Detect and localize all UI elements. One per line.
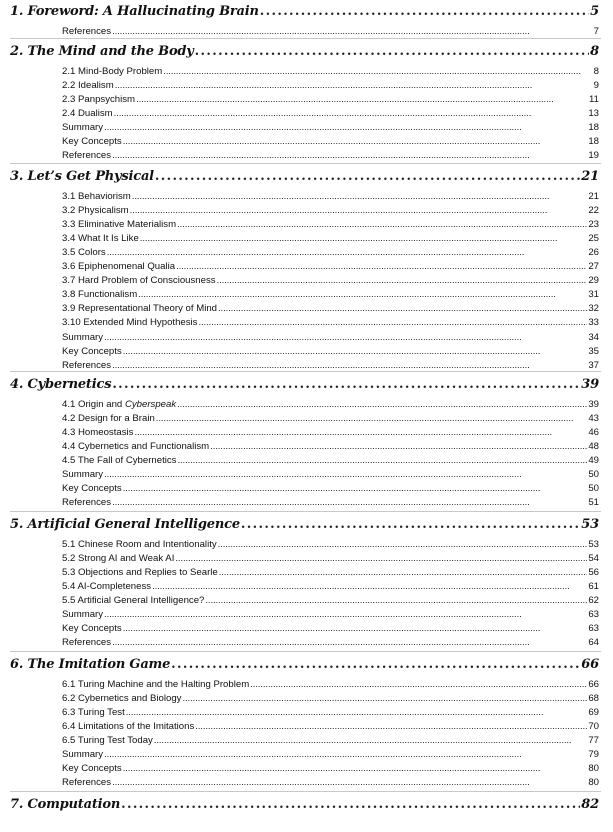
dot-leader (123, 136, 588, 147)
section-page-number: 18 (588, 136, 599, 148)
dot-leader (104, 332, 587, 343)
section-entry[interactable] (62, 303, 599, 317)
dot-leader (218, 539, 588, 550)
section-title: 6.2 Cybernetics and Biology (62, 693, 182, 705)
dot-leader (140, 233, 588, 244)
dot-leader (219, 567, 588, 578)
chapter-page-number: 8 (590, 44, 599, 59)
chapter-title: 6. The Imitation Game (10, 657, 171, 672)
dot-leader (112, 26, 593, 37)
chapter-title: 3. Let’s Get Physical (10, 169, 154, 184)
section-title: 5.4 AI-Completeness (62, 581, 152, 593)
dot-leader (112, 150, 587, 161)
chapter-entry[interactable] (10, 797, 599, 819)
section-page-number: 32 (588, 303, 599, 315)
section-title: 2.1 Mind-Body Problem (62, 66, 163, 77)
dot-leader (138, 289, 587, 300)
dot-leader (104, 469, 587, 480)
section-page-number: 49 (588, 455, 599, 467)
section-title: 2.4 Dualism (62, 108, 113, 120)
section-entry[interactable] (62, 455, 599, 469)
chapter-entry[interactable] (10, 657, 599, 679)
section-entry[interactable] (62, 219, 599, 233)
section-entry[interactable] (62, 317, 599, 331)
section-title: 4.3 Homeostasis (62, 427, 134, 439)
section-title: 3.10 Extended Mind Hypothesis (62, 317, 198, 329)
section-page-number: 70 (588, 721, 599, 733)
section-entry[interactable] (62, 777, 599, 791)
section-page-number: 63 (588, 623, 599, 635)
dot-leader (177, 455, 587, 466)
dot-leader (112, 377, 580, 392)
section-title: Key Concepts (62, 345, 122, 357)
chapter-entry[interactable] (10, 4, 599, 26)
chapter-entry[interactable] (10, 44, 599, 66)
section-entry[interactable] (62, 332, 599, 346)
section-entry[interactable] (62, 693, 599, 707)
section-entry[interactable] (62, 233, 599, 247)
section-entry[interactable] (62, 413, 599, 427)
dot-leader (123, 763, 588, 774)
dot-leader (152, 581, 587, 592)
section-entry[interactable] (62, 191, 599, 205)
section-entry[interactable] (62, 289, 599, 303)
section-title: 4.2 Design for a Brain (62, 413, 155, 425)
section-page-number: 66 (588, 679, 599, 690)
section-title: 3.4 What It Is Like (62, 233, 139, 245)
dot-leader (195, 44, 589, 59)
section-entry[interactable] (62, 94, 599, 108)
dot-leader (176, 261, 587, 272)
chapter-page-number: 21 (581, 169, 599, 184)
section-entry[interactable] (62, 707, 599, 721)
section-page-number: 19 (588, 150, 599, 162)
dot-leader (112, 497, 587, 508)
dot-leader (123, 483, 588, 494)
chapter-title: 5. Artificial General Intelligence (10, 517, 240, 532)
section-entry[interactable] (62, 108, 599, 122)
dot-leader (217, 275, 588, 286)
section-page-number: 80 (588, 763, 599, 775)
section-page-number: 63 (588, 609, 599, 621)
chapter-entry[interactable] (10, 377, 599, 399)
section-page-number: 29 (588, 275, 599, 287)
section-page-number: 21 (588, 191, 599, 202)
dot-leader (241, 517, 580, 532)
dot-leader (115, 80, 593, 91)
chapter-divider (10, 511, 601, 512)
section-page-number: 79 (588, 749, 599, 761)
section-entry[interactable] (62, 595, 599, 609)
section-title: 4.1 Origin and Cyberspeak (62, 399, 177, 410)
dot-leader (210, 441, 587, 452)
section-entry[interactable] (62, 80, 599, 94)
section-page-number: 54 (588, 553, 599, 565)
dot-leader (104, 749, 587, 760)
section-entry[interactable] (62, 205, 599, 219)
section-title: 5.2 Strong AI and Weak AI (62, 553, 175, 565)
dot-leader (114, 108, 588, 119)
section-entry[interactable] (62, 623, 599, 637)
chapter-page-number: 5 (590, 4, 599, 19)
section-page-number: 8 (593, 66, 599, 77)
section-entry[interactable] (62, 539, 599, 553)
chapter-page-number: 82 (581, 797, 599, 812)
section-title: 3.8 Functionalism (62, 289, 138, 301)
section-title: 6.1 Turing Machine and the Halting Problem (62, 679, 250, 690)
section-entry[interactable] (62, 749, 599, 763)
section-title: References (62, 150, 112, 162)
dot-leader (132, 191, 588, 202)
section-entry[interactable] (62, 721, 599, 735)
section-page-number: 68 (588, 693, 599, 705)
dot-leader (104, 122, 587, 133)
section-title: 6.5 Turing Test Today (62, 735, 153, 747)
chapter-divider (10, 791, 601, 792)
section-entry[interactable] (62, 275, 599, 289)
dot-leader (130, 205, 588, 216)
chapter-divider (10, 651, 601, 652)
section-page-number: 25 (588, 233, 599, 245)
section-title-emphasis: Cyberspeak (124, 399, 177, 410)
section-entry[interactable] (62, 581, 599, 595)
section-page-number: 64 (588, 637, 599, 649)
dot-leader (156, 413, 588, 424)
section-page-number: 11 (589, 94, 599, 106)
chapter-title: 2. The Mind and the Body (10, 44, 194, 59)
section-title: Key Concepts (62, 483, 122, 495)
section-title: 4.5 The Fall of Cybernetics (62, 455, 177, 467)
section-entry[interactable] (62, 469, 599, 483)
section-entry[interactable] (62, 122, 599, 136)
section-title: 6.4 Limitations of the Imitations (62, 721, 195, 733)
section-title: Key Concepts (62, 623, 122, 635)
section-entry[interactable] (62, 136, 599, 150)
chapter-divider (10, 38, 601, 39)
section-title: 2.2 Idealism (62, 80, 114, 92)
section-title: References (62, 359, 112, 371)
dot-leader (171, 657, 580, 672)
section-page-number: 9 (593, 80, 599, 92)
section-entry[interactable] (62, 637, 599, 651)
chapter-title: 4. Cybernetics (10, 377, 112, 392)
section-title: 3.5 Colors (62, 247, 106, 259)
dot-leader (134, 427, 587, 438)
section-page-number: 27 (588, 261, 599, 273)
section-page-number: 33 (588, 317, 599, 329)
section-title: References (62, 637, 112, 649)
section-page-number: 46 (588, 427, 599, 439)
section-entry[interactable] (62, 567, 599, 581)
section-title: References (62, 497, 112, 509)
section-page-number: 18 (588, 122, 599, 134)
section-title: 5.1 Chinese Room and Intentionality (62, 539, 217, 550)
dot-leader (155, 169, 580, 184)
section-entry[interactable] (62, 763, 599, 777)
section-title: Summary (62, 469, 104, 481)
dot-leader (218, 303, 587, 314)
section-entry[interactable] (62, 261, 599, 275)
section-entry[interactable] (62, 497, 599, 511)
chapter-entry[interactable] (10, 169, 599, 191)
section-entry[interactable] (62, 735, 599, 749)
section-entry[interactable] (62, 441, 599, 455)
section-title: Summary (62, 609, 104, 621)
section-page-number: 77 (588, 735, 599, 747)
section-entry[interactable] (62, 399, 599, 413)
section-entry[interactable] (62, 679, 599, 693)
dot-leader (123, 623, 588, 634)
section-entry[interactable] (62, 483, 599, 497)
dot-leader (198, 317, 587, 328)
dot-leader (112, 360, 587, 371)
section-page-number: 69 (588, 707, 599, 719)
section-page-number: 35 (588, 345, 599, 357)
dot-leader (107, 247, 588, 258)
section-page-number: 43 (588, 413, 599, 425)
dot-leader (123, 346, 588, 357)
chapter-divider (10, 371, 601, 372)
dot-leader (112, 637, 587, 648)
section-page-number: 39 (588, 399, 599, 410)
section-entry[interactable] (62, 66, 599, 80)
section-title: Summary (62, 749, 104, 761)
dot-leader (163, 66, 592, 77)
section-entry[interactable] (62, 247, 599, 261)
section-page-number: 22 (588, 205, 599, 217)
chapter-page-number: 66 (581, 657, 599, 672)
dot-leader (182, 693, 587, 704)
chapter-title: 1. Foreword: A Hallucinating Brain (10, 4, 259, 19)
section-page-number: 53 (588, 539, 599, 550)
section-entry[interactable] (62, 346, 599, 360)
section-page-number: 37 (588, 359, 599, 371)
section-page-number: 23 (588, 219, 599, 231)
section-page-number: 13 (588, 108, 599, 120)
chapter-page-number: 39 (581, 377, 599, 392)
dot-leader (121, 797, 580, 812)
section-title: Summary (62, 331, 104, 343)
chapter-entry[interactable] (10, 517, 599, 539)
section-title: References (62, 777, 112, 789)
dot-leader (136, 94, 588, 105)
dot-leader (126, 707, 588, 718)
section-page-number: 7 (593, 26, 599, 37)
section-title: Summary (62, 122, 104, 134)
section-page-number: 26 (588, 247, 599, 259)
section-title: 3.2 Physicalism (62, 205, 129, 217)
section-title: Key Concepts (62, 763, 122, 775)
section-page-number: 48 (588, 441, 599, 453)
dot-leader (154, 735, 587, 746)
section-page-number: 50 (588, 469, 599, 481)
chapter-page-number: 53 (581, 517, 599, 532)
section-title: 4.4 Cybernetics and Functionalism (62, 441, 210, 453)
chapter-divider (10, 163, 601, 164)
dot-leader (175, 553, 587, 564)
section-title: 3.1 Behaviorism (62, 191, 131, 202)
section-title: References (62, 26, 112, 37)
dot-leader (205, 595, 587, 606)
dot-leader (260, 4, 589, 19)
section-page-number: 56 (588, 567, 599, 579)
section-title: 3.9 Representational Theory of Mind (62, 303, 218, 315)
dot-leader (195, 721, 587, 732)
dot-leader (177, 219, 587, 230)
section-page-number: 51 (588, 497, 599, 509)
section-title: 2.3 Panpsychism (62, 94, 136, 106)
section-title: 3.7 Hard Problem of Consciousness (62, 275, 216, 287)
section-title: 5.3 Objections and Replies to Searle (62, 567, 218, 579)
section-entry[interactable] (62, 553, 599, 567)
section-title: 5.5 Artificial General Intelligence? (62, 595, 205, 607)
section-entry[interactable] (62, 427, 599, 441)
chapter-title: 7. Computation (10, 797, 121, 812)
section-page-number: 80 (588, 777, 599, 789)
dot-leader (112, 777, 587, 788)
dot-leader (177, 399, 587, 410)
dot-leader (250, 679, 587, 690)
section-title: Key Concepts (62, 136, 122, 148)
section-page-number: 50 (588, 483, 599, 495)
section-page-number: 62 (588, 595, 599, 607)
section-page-number: 31 (588, 289, 599, 301)
dot-leader (104, 609, 587, 620)
section-entry[interactable] (62, 609, 599, 623)
section-page-number: 34 (588, 331, 599, 343)
section-title: 3.6 Epiphenomenal Qualia (62, 261, 176, 273)
section-title: 3.3 Eliminative Materialism (62, 219, 177, 231)
section-title: 6.3 Turing Test (62, 707, 125, 719)
section-page-number: 61 (588, 581, 599, 593)
